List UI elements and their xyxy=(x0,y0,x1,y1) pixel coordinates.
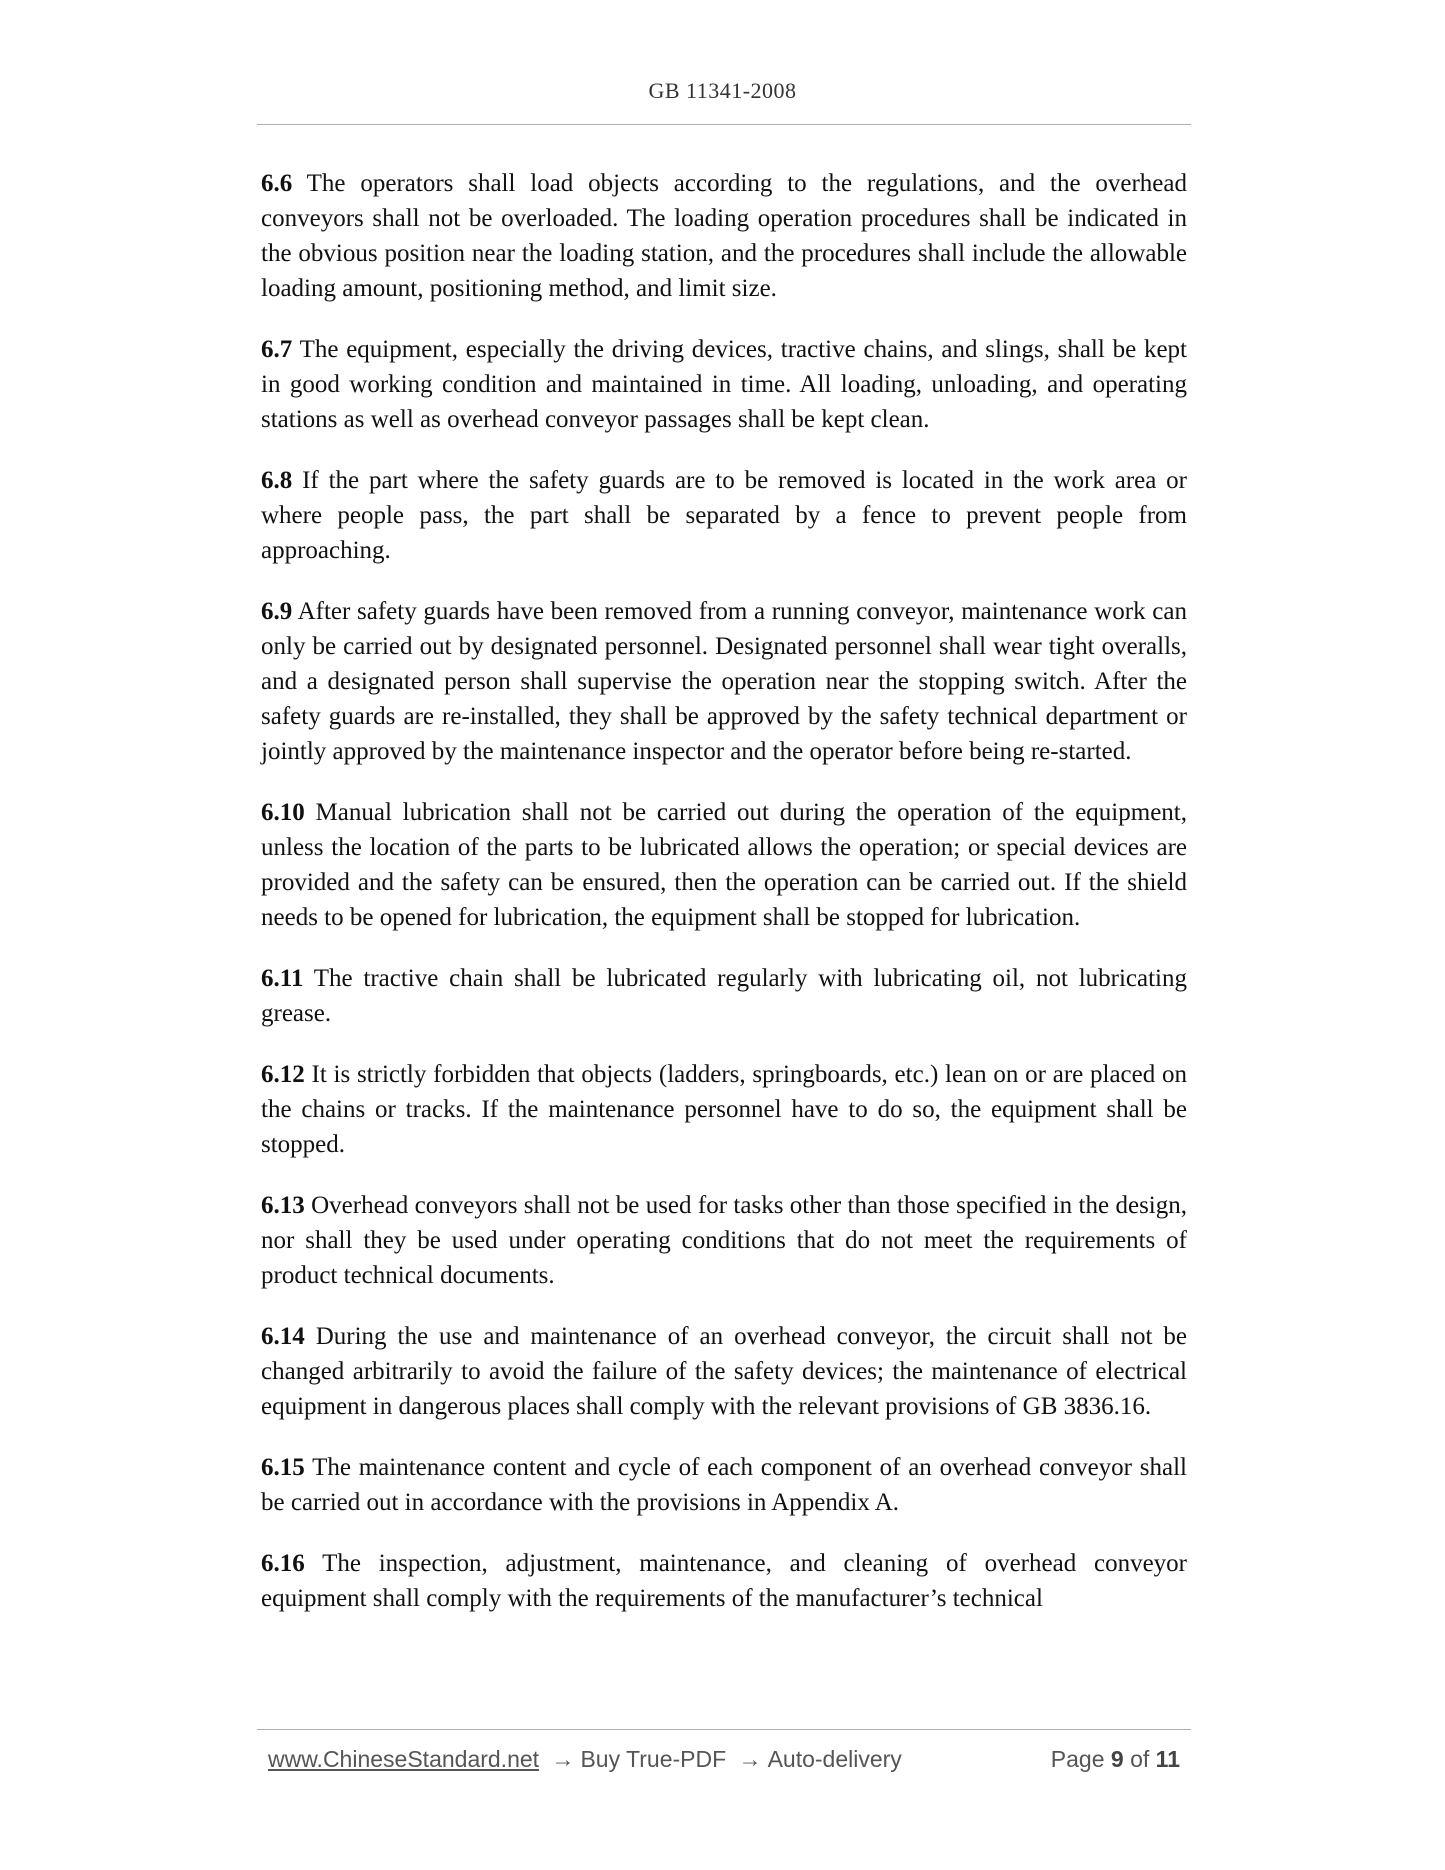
page-total: 11 xyxy=(1155,1746,1180,1772)
clause-number: 6.9 xyxy=(261,598,293,625)
clause-6-13 xyxy=(261,1188,1187,1293)
clause-text: The inspection, adjustment, maintenance, and cleaning of overhead conveyor equipment shall comply with the requirements of the manufacturer’s technical xyxy=(261,1550,1187,1612)
clause-text: It is strictly forbidden that objects (ladders, springboards, etc.) lean on or are placed on the chains or tracks. If the maintenance personnel have to do so, the equipment shall be stopped. xyxy=(261,1061,1187,1158)
clause-text: If the part where the safety guards are to be removed is located in the work area or where people pass, the part shall be separated by a fence to prevent people from approaching. xyxy=(261,467,1187,564)
clause-number: 6.8 xyxy=(261,467,293,494)
clause-6-12 xyxy=(261,1057,1187,1162)
page-current: 9 xyxy=(1110,1746,1124,1772)
clause-text: During the use and maintenance of an overhead conveyor, the circuit shall not be changed arbitrarily to avoid the failure of the safety devices; the maintenance of electrical equipment in dangerous places shall comply with the relevant provisions of GB 3836.16. xyxy=(261,1323,1187,1420)
page-of-label: of xyxy=(1130,1746,1150,1772)
document-body xyxy=(261,166,1187,1642)
clause-number: 6.14 xyxy=(261,1323,305,1350)
clause-text: Manual lubrication shall not be carried out during the operation of the equipment, unless the location of the parts to be lubricated allows the operation; or special devices are provided and the safety can be ensured, then the operation can be carried out. If the shield needs to be opened for lubrication, the equipment shall be stopped for lubrication. xyxy=(261,799,1187,931)
clause-number: 6.15 xyxy=(261,1454,305,1481)
clause-6-11 xyxy=(261,961,1187,1031)
clause-6-15 xyxy=(261,1450,1187,1520)
clause-number: 6.11 xyxy=(261,965,304,992)
clause-text: After safety guards have been removed from a running conveyor, maintenance work can only be carried out by designated personnel. Designated personnel shall wear tight overalls, and a designated person shall supervise the operation near the stopping switch. After the safety guards are re-installed, they shall be approved by the safety technical department or jointly approved by the maintenance inspector and the operator before being re-started. xyxy=(261,598,1187,765)
clause-text: The maintenance content and cycle of each component of an overhead conveyor shall be carried out in accordance with the provisions in Appendix A. xyxy=(261,1454,1187,1516)
clause-6-6 xyxy=(261,166,1187,306)
clause-6-14 xyxy=(261,1319,1187,1424)
header-divider xyxy=(257,124,1191,125)
clause-number: 6.7 xyxy=(261,336,293,363)
clause-number: 6.10 xyxy=(261,799,305,826)
page-footer xyxy=(268,1746,1180,1778)
clause-text: Overhead conveyors shall not be used for tasks other than those specified in the design, nor shall they be used under operating conditions that do not meet the requirements of product technical documents. xyxy=(261,1192,1187,1289)
document-header: GB 11341-2008 xyxy=(648,78,797,103)
arrow-right-icon: → xyxy=(738,1746,762,1772)
clause-6-16 xyxy=(261,1546,1187,1616)
arrow-right-icon: → xyxy=(551,1746,575,1772)
page-label: Page xyxy=(1050,1746,1105,1772)
clause-number: 6.16 xyxy=(261,1550,305,1577)
footer-promo xyxy=(268,1746,902,1773)
clause-number: 6.13 xyxy=(261,1192,305,1219)
clause-text: The operators shall load objects according to the regulations, and the overhead conveyors shall not be overloaded. The loading operation procedures shall be indicated in the obvious position near the loading station, and the procedures shall include the allowable loading amount, positioning method, and limit size. xyxy=(261,170,1187,302)
clause-6-7 xyxy=(261,332,1187,437)
clause-6-9 xyxy=(261,594,1187,769)
page-indicator xyxy=(1051,1746,1180,1773)
clause-number: 6.12 xyxy=(261,1061,305,1088)
site-link[interactable]: www.ChineseStandard.net xyxy=(268,1746,540,1772)
footer-divider xyxy=(257,1729,1191,1730)
auto-delivery-text: Auto-delivery xyxy=(767,1746,902,1772)
clause-text: The tractive chain shall be lubricated regularly with lubricating oil, not lubricating grease. xyxy=(261,965,1187,1027)
buy-pdf-text: Buy True-PDF xyxy=(580,1746,727,1772)
clause-6-8 xyxy=(261,463,1187,568)
clause-text: The equipment, especially the driving devices, tractive chains, and slings, shall be kept in good working condition and maintained in time. All loading, unloading, and operating stations as well as overhead conveyor passages shall be kept clean. xyxy=(261,336,1187,433)
clause-6-10 xyxy=(261,795,1187,935)
clause-number: 6.6 xyxy=(261,170,293,197)
